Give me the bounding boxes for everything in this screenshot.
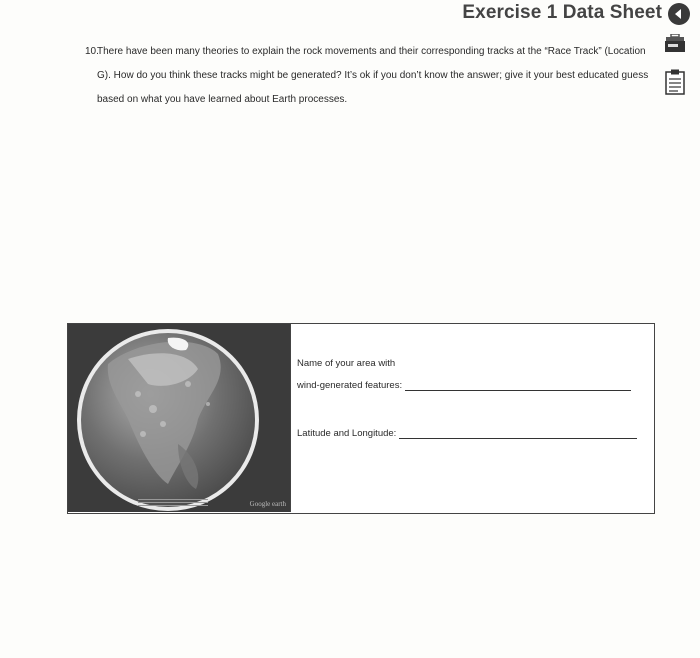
latlong-input[interactable] [399,428,637,439]
latlong-label: Latitude and Longitude: [297,428,397,439]
latlong-row [297,428,637,439]
clipboard-icon[interactable] [664,69,694,100]
toolbox-icon[interactable] [664,34,694,59]
area-input[interactable] [405,380,631,391]
earth-globe-image [68,324,291,512]
question-text: There have been many theories to explain the rock movements and their corresponding tracks at the “Race Track” (Location G). How do you think these tracks might be generated? It’s ok if you don’t know the answer; give it your best educated guess based on what you have learned about Earth processes. [97,46,649,105]
image-credits [138,499,208,506]
page-title: Exercise 1 Data Sheet [462,2,662,23]
google-earth-logo: Google earth [249,500,286,508]
question-number: 10. [85,46,99,57]
area-row [297,380,631,391]
area-label-line1: Name of your area with [297,358,396,369]
side-toolbar [664,34,694,110]
back-arrow-icon[interactable] [668,3,690,25]
answer-panel [67,323,655,514]
area-label-line2: wind-generated features: [297,380,403,391]
question-10 [85,40,655,112]
